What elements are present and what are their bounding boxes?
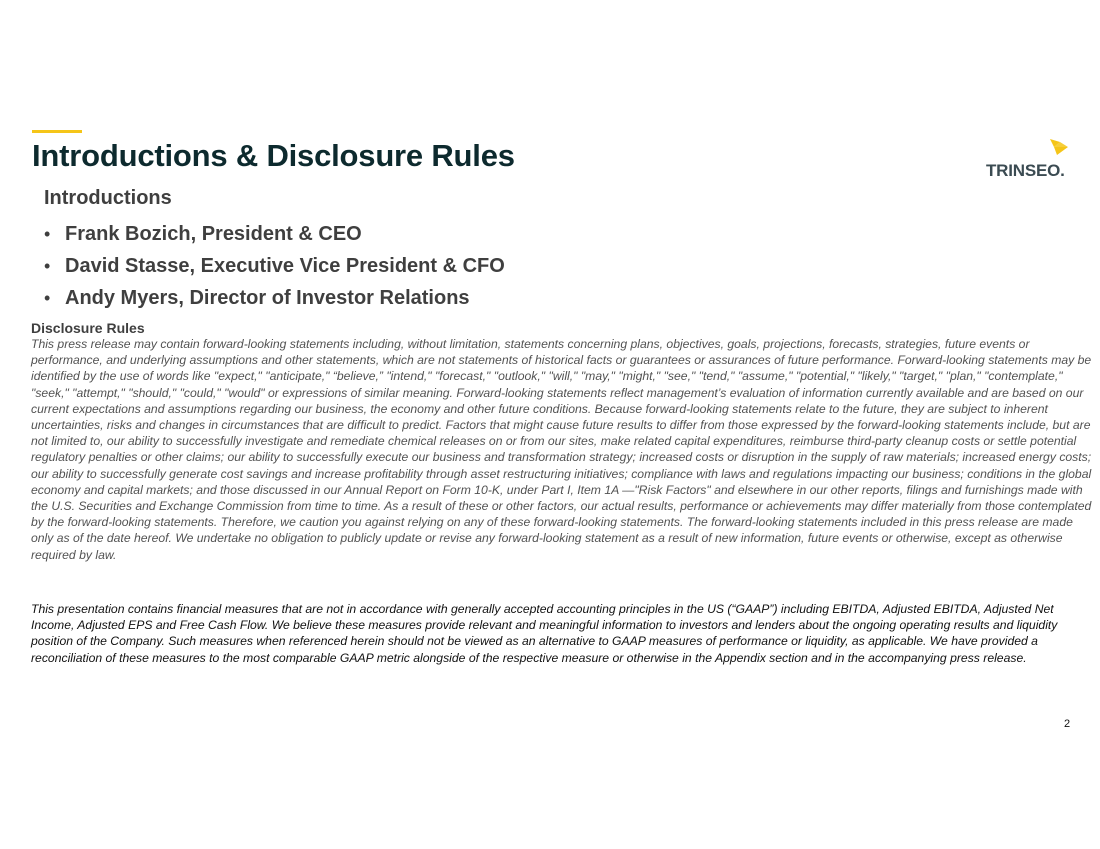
list-item bbox=[44, 218, 505, 250]
bullet-icon: • bbox=[44, 223, 51, 244]
list-item bbox=[44, 250, 505, 282]
person-name: David Stasse, Executive Vice President & CFO bbox=[65, 254, 505, 277]
introductions-heading: Introductions bbox=[44, 187, 172, 209]
trinseo-logo bbox=[984, 137, 1076, 181]
introductions-list bbox=[44, 218, 505, 314]
non-gaap-statement-text: This presentation contains financial measures that are not in accordance with generally accepted accounting principles in the US (“GAAP”) including EBITDA, Adjusted EBITDA, Adjusted Net Income, Adjusted EPS and Free Cash Flow. We believe these measures provide relevant and meaningful information to investors and lenders about the ongoing operating results and liquidity position of the Company. Such measures when referenced herein should not be viewed as an alternative to GAAP measures of performance or liquidity, as applicable. We have provided a reconciliation of these measures to the most comparable GAAP metric alongside of the respective measure or otherwise in the Appendix section and in the accompanying press release. bbox=[31, 602, 1058, 665]
page-title: Introductions & Disclosure Rules bbox=[32, 138, 515, 173]
list-item bbox=[44, 282, 505, 314]
person-name: Andy Myers, Director of Investor Relations bbox=[65, 286, 470, 309]
bullet-icon: • bbox=[44, 255, 51, 276]
disclosure-heading: Disclosure Rules bbox=[31, 320, 145, 336]
trinseo-chevron-icon bbox=[1048, 137, 1070, 157]
person-name: Frank Bozich, President & CEO bbox=[65, 222, 362, 245]
logo-wordmark: TRINSEO. bbox=[986, 161, 1065, 180]
title-accent-bar bbox=[32, 130, 82, 133]
page-number: 2 bbox=[1064, 718, 1071, 730]
forward-looking-statement-text: This press release may contain forward-looking statements including, without limitation, statements concerning plans, objectives, goals, projections, forecasts, strategies, future events or performance, and underlying assumptions and other statements, which are not statements of historical facts or guarantees or assurances of future performance. Forward-looking statements may be identified by the use of words like "expect," "anticipate," “believe,” "intend," "forecast," "outlook," "will," "may," "might," "see," "tend," "assume," "potential," "likely," "target," "plan," "contemplate," "seek," "attempt," "should," "could," "would" or expressions of similar meaning. Forward-looking statements reflect management’s evaluation of information currently available and are based on our current expectations and assumptions regarding our business, the economy and other future conditions. Because forward-looking statements relate to the future, they are subject to inherent uncertainties, risks and changes in circumstances that are difficult to predict. Factors that might cause future results to differ from those expressed by the forward-looking statements include, but are not limited to, our ability to successfully investigate and remediate chemical releases on or from our sites, make related capital expenditures, reimburse third-party cleanup costs or settle potential regulatory penalties or other claims; our ability to successfully execute our business and transformation strategy; increased costs or disruption in the supply of raw materials; increased energy costs; our ability to successfully generate cost savings and increase profitability through asset restructuring initiatives; compliance with laws and regulations impacting our business; conditions in the global economy and capital markets; and those discussed in our Annual Report on Form 10-K, under Part I, Item 1A —"Risk Factors" and elsewhere in our other reports, filings and furnishings made with the U.S. Securities and Exchange Commission from time to time. As a result of these or other factors, our actual results, performance or achievements may differ materially from those contemplated by the forward-looking statements. Therefore, we caution you against relying on any of these forward-looking statements. The forward-looking statements included in this press release are made only as of the date hereof. We undertake no obligation to publicly update or revise any forward-looking statement as a result of new information, future events or otherwise, except as otherwise required by law. bbox=[31, 337, 1092, 562]
bullet-icon: • bbox=[44, 287, 51, 308]
